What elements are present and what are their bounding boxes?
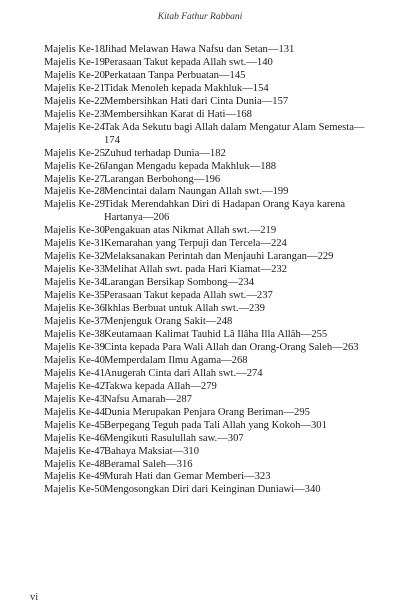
toc-entry (44, 264, 374, 277)
toc-entry (44, 329, 374, 342)
toc-entry (44, 277, 374, 290)
toc-entry (44, 446, 374, 459)
toc-entry-title: Jihad Melawan Hawa Nafsu dan Setan—131 (104, 44, 295, 55)
toc-entry-label: Majelis Ke-34 (44, 277, 105, 289)
toc-entry (44, 57, 374, 70)
toc-entry-title: Membersihkan Karat di Hati—168 (104, 108, 252, 120)
toc-entry (44, 484, 374, 497)
toc-entry-title: Larangan Berbohong—196 (104, 173, 221, 185)
toc-entry-label: Majelis Ke-49 (44, 471, 105, 483)
toc-entry-label: Majelis Ke-25 (44, 147, 105, 159)
toc-entry-title: Nafsu Amarah—287 (104, 393, 192, 405)
toc-entry-title: Ikhlas Berbuat untuk Allah swt.—239 (104, 303, 265, 315)
toc-entry-label: Majelis Ke-44 (44, 406, 105, 418)
toc-entry (44, 70, 374, 83)
toc-entry-title: Menjenguk Orang Sakit—248 (104, 316, 233, 328)
toc-entry-title: Mencintai dalam Naungan Allah swt.—199 (104, 186, 289, 198)
toc-entry-title: Mengikuti Rasulullah saw.—307 (104, 432, 244, 444)
page-number: vi (30, 592, 39, 603)
toc-entry (44, 368, 374, 381)
toc-entry-label: Majelis Ke-28 (44, 186, 105, 198)
toc-entry-label: Majelis Ke-26 (44, 160, 105, 172)
toc-entry-title: Tak Ada Sekutu bagi Allah dalam Mengatur Alam Semesta—174 (104, 121, 365, 146)
toc-entry-label: Majelis Ke-42 (44, 380, 105, 392)
toc-entry-label: Majelis Ke-32 (44, 251, 105, 263)
toc-entry (44, 109, 374, 122)
toc-entry-label: Majelis Ke-41 (44, 367, 105, 379)
toc-entry-label: Majelis Ke-48 (44, 458, 105, 470)
toc-entry (44, 251, 374, 264)
toc-entry-label: Majelis Ke-24 (44, 121, 105, 133)
toc-entry-label: Majelis Ke-45 (44, 419, 105, 431)
toc-entry (44, 316, 374, 329)
toc-entry-title: Perasaan Takut kepada Allah swt.—140 (104, 56, 273, 68)
toc-entry-label: Majelis Ke-35 (44, 290, 105, 302)
toc-entry-label: Majelis Ke-36 (44, 303, 105, 315)
toc-entry (44, 407, 374, 420)
toc-entry-label: Majelis Ke-23 (44, 108, 105, 120)
toc-entry-title: Berpegang Teguh pada Tali Allah yang Kokoh—301 (104, 419, 327, 431)
toc-entry (44, 199, 374, 225)
toc-entry-title: Zuhud terhadap Dunia—182 (104, 147, 226, 159)
toc-entry-label: Majelis Ke-39 (44, 341, 105, 353)
toc-entry (44, 290, 374, 303)
toc-entry (44, 355, 374, 368)
toc-entry-label: Majelis Ke-27 (44, 173, 105, 185)
toc-entry-title: Cinta kepada Para Wali Allah dan Orang-Orang Saleh—263 (104, 341, 359, 353)
toc-entry (44, 342, 374, 355)
toc-entry-label: Majelis Ke-21 (44, 82, 105, 94)
toc-entry-label: Majelis Ke-18 (44, 44, 105, 55)
toc-entry-title: Pengakuan atas Nikmat Allah swt.—219 (104, 225, 277, 237)
toc-entry-title: Mengosongkan Diri dari Keinginan Duniawi—340 (104, 484, 321, 496)
toc-entry (44, 148, 374, 161)
toc-entry-label: Majelis Ke-38 (44, 328, 105, 340)
toc-entry-label: Majelis Ke-29 (44, 199, 105, 211)
toc-entry-title: Perkataan Tanpa Perbuatan—145 (104, 69, 246, 81)
toc-entry-title: Dunia Merupakan Penjara Orang Beriman—295 (104, 406, 310, 418)
toc-entry-title: Memperdalam Ilmu Agama—268 (104, 354, 248, 366)
toc-entry (44, 394, 374, 407)
toc-entry-title: Membersihkan Hati dari Cinta Dunia—157 (104, 95, 289, 107)
toc-entry (44, 161, 374, 174)
toc-entry-label: Majelis Ke-43 (44, 393, 105, 405)
toc-entry (44, 83, 374, 96)
toc-entry (44, 44, 374, 57)
toc-entry-title: Melihat Allah swt. pada Hari Kiamat—232 (104, 264, 287, 276)
toc-entry (44, 381, 374, 394)
toc-entry-title: Melaksanakan Perintah dan Menjauhi Larangan—229 (104, 251, 334, 263)
table-of-contents (44, 44, 374, 497)
toc-entry-title: Anugerah Cinta dari Allah swt.—274 (104, 367, 263, 379)
toc-entry-title: Keutamaan Kalimat Tauhid Lâ Ilâha Illa Allâh—255 (104, 328, 328, 340)
toc-entry-title: Tidak Menoleh kepada Makhluk—154 (104, 82, 269, 94)
toc-entry-label: Majelis Ke-37 (44, 316, 105, 328)
toc-entry (44, 186, 374, 199)
toc-entry-title: Larangan Bersikap Sombong—234 (104, 277, 255, 289)
running-header: Kitab Fathur Rabbani (157, 12, 243, 22)
toc-entry-title: Takwa kepada Allah—279 (104, 380, 217, 392)
toc-entry (44, 225, 374, 238)
toc-entry (44, 420, 374, 433)
toc-entry-label: Majelis Ke-47 (44, 445, 105, 457)
toc-entry-label: Majelis Ke-20 (44, 69, 105, 81)
toc-entry-title: Bahaya Maksiat—310 (104, 445, 200, 457)
toc-entry (44, 433, 374, 446)
toc-entry-label: Majelis Ke-33 (44, 264, 105, 276)
toc-entry-label: Majelis Ke-46 (44, 432, 105, 444)
toc-entry-title: Perasaan Takut kepada Allah swt.—237 (104, 290, 273, 302)
toc-entry-title: Kemarahan yang Terpuji dan Tercela—224 (104, 238, 287, 250)
toc-entry (44, 303, 374, 316)
toc-entry-title: Beramal Saleh—316 (104, 458, 193, 470)
toc-entry-label: Majelis Ke-31 (44, 238, 105, 250)
toc-entry-label: Majelis Ke-40 (44, 354, 105, 366)
toc-entry-title: Murah Hati dan Gemar Memberi—323 (104, 471, 271, 483)
toc-entry-title: Jangan Mengadu kepada Makhluk—188 (104, 160, 277, 172)
toc-entry (44, 471, 374, 484)
toc-entry-label: Majelis Ke-30 (44, 225, 105, 237)
toc-entry (44, 238, 374, 251)
toc-entry-label: Majelis Ke-19 (44, 56, 105, 68)
toc-entry (44, 122, 374, 148)
toc-entry-title: Tidak Merendahkan Diri di Hadapan Orang Kaya karena Hartanya—206 (104, 199, 346, 224)
toc-entry (44, 459, 374, 472)
toc-entry-label: Majelis Ke-50 (44, 484, 105, 496)
toc-entry-label: Majelis Ke-22 (44, 95, 105, 107)
toc-entry (44, 174, 374, 187)
toc-entry (44, 96, 374, 109)
